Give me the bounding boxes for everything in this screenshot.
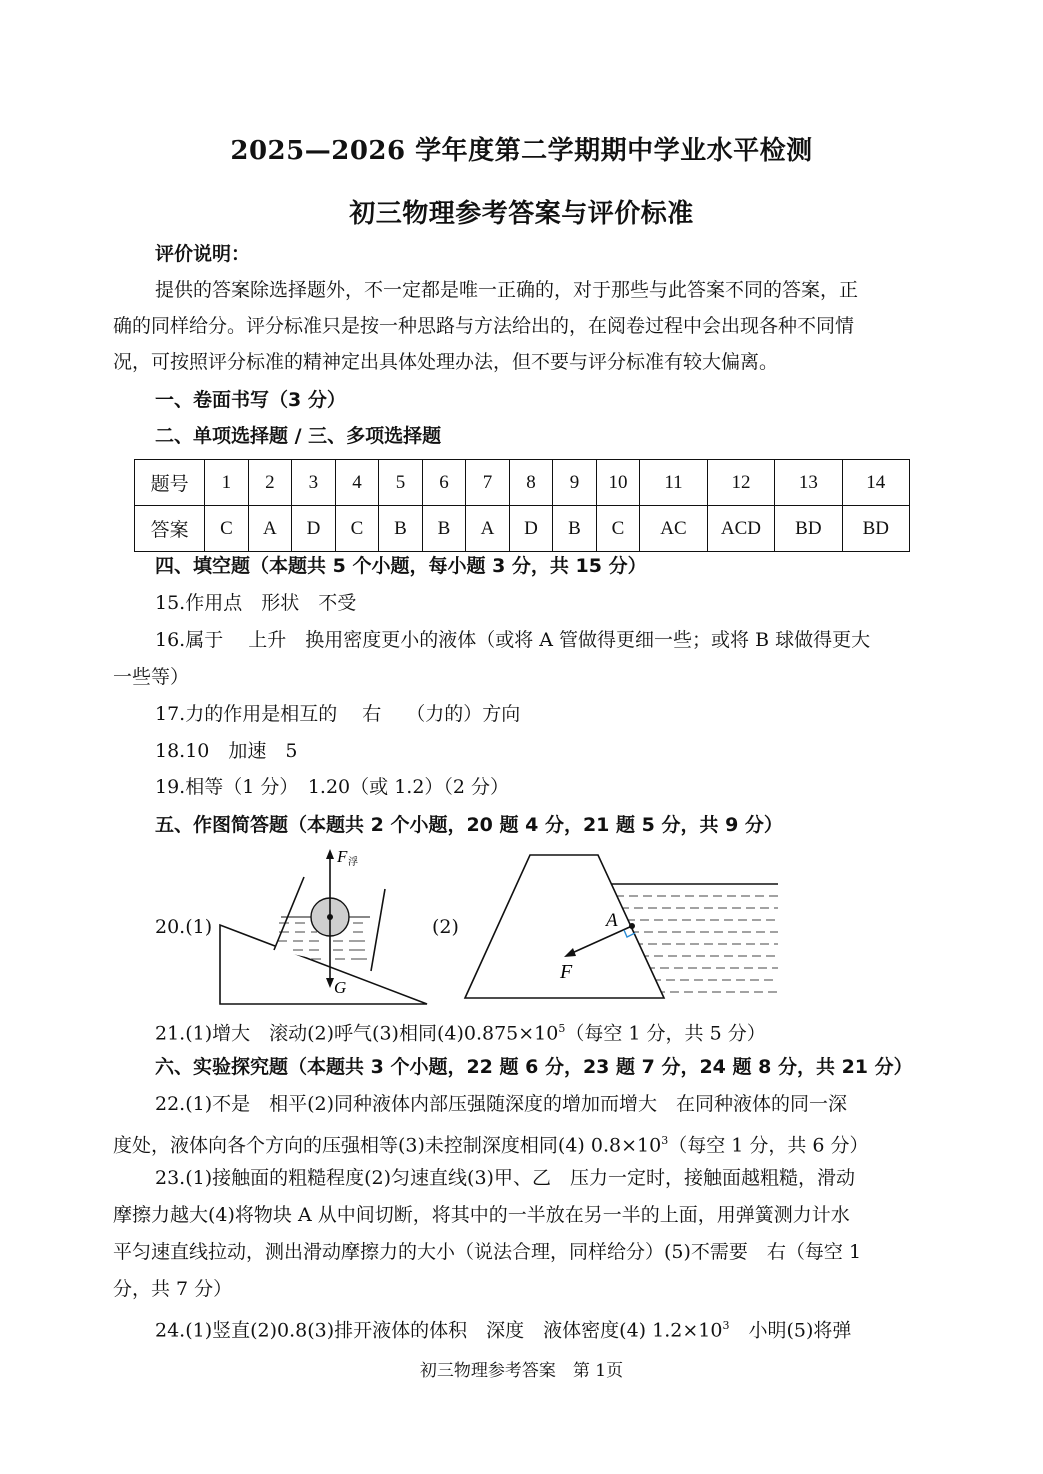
answer-16-line-1: 16.属于 上升 换用密度更小的液体（或将 A 管做得更细一些；或将 B 球做得更大 <box>155 629 871 651</box>
page-footer: 初三物理参考答案 第 1页 <box>419 1361 624 1381</box>
answer-15: 15.作用点 形状 不受 <box>155 592 357 614</box>
section-2-heading: 二、单项选择题 / 三、多项选择题 <box>155 425 442 447</box>
gravity-label: G <box>334 978 347 997</box>
table-cell: 5 <box>379 460 423 506</box>
answer-17: 17.力的作用是相互的 右 （力的）方向 <box>155 703 521 725</box>
table-cell: 3 <box>292 460 336 506</box>
answer-20-label-2: (2) <box>432 916 459 938</box>
answer-24: 24.(1)竖直(2)0.8(3)排开液体的体积 深度 液体密度(4) $1.2\times 10^3$ 小明(5)将弹 <box>155 1319 852 1342</box>
table-cell: 2 <box>248 460 292 506</box>
table-row-numbers <box>135 460 910 506</box>
answer-21: 21.(1)增大 滚动(2)呼气(3)相同$(4)0.875\times 10^5$（每空 1 分，共 5 分） <box>155 1022 766 1045</box>
table-cell: 14 <box>842 460 909 506</box>
table-cell: AC <box>640 506 707 552</box>
answer-20-label-1: 20.(1) <box>155 916 213 938</box>
table-cell: C <box>335 506 379 552</box>
arrow-up-icon <box>326 849 334 859</box>
document-subtitle: 初三物理参考答案与评价标准 <box>349 199 694 229</box>
point-a-label: A <box>606 910 618 931</box>
answer-22-line-1: 22.(1)不是 相平(2)同种液体内部压强随深度的增加而增大 在同种液体的同一深 <box>155 1093 848 1115</box>
table-cell: ACD <box>707 506 775 552</box>
dam-pressure-diagram <box>460 850 782 1002</box>
answer-table <box>134 459 910 552</box>
table-cell: 10 <box>596 460 640 506</box>
answer-23-line-3: 平匀速直线拉动，测出滑动摩擦力的大小（说法合理，同样给分）(5)不需要 右（每空 1 <box>113 1241 862 1263</box>
section-6-heading: 六、实验探究题（本题共 3 个小题，22 题 6 分，23 题 7 分，24 题 8 分，共 21 分） <box>155 1056 913 1078</box>
table-cell: D <box>509 506 553 552</box>
table-cell: B <box>379 506 423 552</box>
table-cell: 9 <box>553 460 597 506</box>
table-header-answer: 答案 <box>135 506 205 552</box>
table-cell: C <box>205 506 249 552</box>
section-4-heading: 四、填空题（本题共 5 个小题，每小题 3 分，共 15 分） <box>155 555 647 577</box>
section-1-heading: 一、卷面书写（3 分） <box>155 389 346 411</box>
force-f-label: F <box>560 961 573 983</box>
table-cell: 8 <box>509 460 553 506</box>
table-cell: BD <box>842 506 909 552</box>
table-cell: 13 <box>775 460 842 506</box>
table-cell: 11 <box>640 460 707 506</box>
table-cell: BD <box>775 506 842 552</box>
answer-19: 19.相等（1 分） 1.20（或 1.2）（2 分） <box>155 776 510 798</box>
table-cell: B <box>422 506 466 552</box>
table-header-number: 题号 <box>135 460 205 506</box>
table-cell: 1 <box>205 460 249 506</box>
answer-23-line-1: 23.(1)接触面的粗糙程度(2)匀速直线(3)甲、乙 压力一定时，接触面越粗糙，滑动 <box>155 1167 855 1189</box>
table-cell: 12 <box>707 460 775 506</box>
note-line-1: 提供的答案除选择题外，不一定都是唯一正确的，对于那些与此答案不同的答案，正 <box>155 279 859 301</box>
note-line-2: 确的同样给分。评分标准只是按一种思路与方法给出的，在阅卷过程中会出现各种不同情 <box>113 315 855 337</box>
table-cell: B <box>553 506 597 552</box>
answer-23-line-2: 摩擦力越大(4)将物块 A 从中间切断，将其中的一半放在另一半的上面，用弹簧测力计水 <box>113 1204 850 1226</box>
answer-22-line-2: 度处，液体向各个方向的压强相等(3)未控制深度相同(4) $0.8\times 10^3$（每空 1 分，共 6 分） <box>113 1134 869 1157</box>
buoyancy-subscript: 浮 <box>348 857 358 868</box>
table-cell: C <box>596 506 640 552</box>
section-5-heading: 五、作图简答题（本题共 2 个小题，20 题 4 分，21 题 5 分，共 9 分） <box>155 814 783 836</box>
document-title: 2025—2026 学年度第二学期期中学业水平检测 <box>230 136 813 166</box>
table-cell: D <box>292 506 336 552</box>
answer-18: 18.10 加速 5 <box>155 740 298 762</box>
table-cell: 6 <box>422 460 466 506</box>
table-cell: A <box>466 506 510 552</box>
answer-23-line-4: 分，共 7 分） <box>113 1278 233 1300</box>
table-cell: 4 <box>335 460 379 506</box>
table-cell: A <box>248 506 292 552</box>
answer-16-line-2: 一些等） <box>113 666 190 688</box>
table-row-answers <box>135 506 910 552</box>
buoyancy-label: F <box>337 847 348 866</box>
table-cell: 7 <box>466 460 510 506</box>
note-heading: 评价说明： <box>155 243 251 265</box>
incline-float-diagram <box>215 843 430 1008</box>
note-line-3: 况，可按照评分标准的精神定出具体处理办法，但不要与评分标准有较大偏离。 <box>113 351 779 373</box>
